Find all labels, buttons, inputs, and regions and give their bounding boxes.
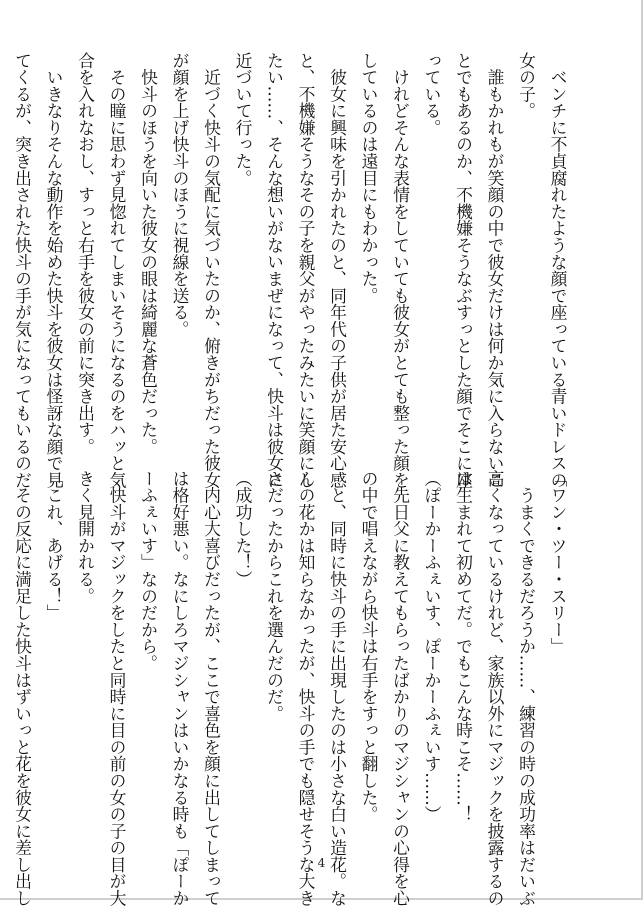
text-line: 高くなっているけれど、家族以外にマジックを披露するの (485, 470, 505, 907)
text-line: は生まれて初めてだ。でもこんな時こそ……！ (453, 470, 474, 823)
text-line: の中で唱えながら快斗は右手をすっと翻した。 (359, 470, 379, 823)
text-line: ーふぇいす」なのだから。 (138, 470, 159, 672)
text-line: てくるが、突き出された快斗の手が気になってもいるのだ (12, 52, 33, 489)
text-line: しているのは遠目にもわかった。 (359, 52, 379, 304)
upper-text-block (0, 52, 573, 489)
text-line: 快斗のほうを向いた彼女の眼は綺麗な蒼色だった。 (138, 52, 159, 455)
text-line: （成功した！） (233, 470, 253, 588)
text-line: んの花かは知らなかったが、快斗の手でも隠せそうな大き (296, 470, 316, 907)
text-line: 誰もかれもが笑顔の中で彼女だけは何か気に入らないこ (485, 52, 505, 489)
text-line: （ぽーかーふぇいす、ぽーかーふぇいす……） (422, 470, 442, 823)
text-line: 「これ、あげる！」 (44, 470, 64, 622)
text-line: っている。 (422, 52, 442, 136)
text-line: 先日父に教えてもらったばかりのマジシャンの心得を心 (390, 470, 411, 907)
page-number: 4 (317, 856, 326, 870)
text-line: と、不機嫌そうなその子を親父がやったみたいに笑顔にし (296, 52, 316, 489)
text-line: 近づく快斗の気配に気づいたのか、俯きがちだった彼女 (201, 52, 222, 489)
text-line: 彼女に興味を引かれたのと、同年代の子供が居た安心感 (327, 52, 348, 489)
text-line: と、同時に快斗の手に出現したのは小さな白い造花。な (327, 470, 348, 907)
text-line: ベンチに不貞腐れたような顔で座っている青いドレスの (548, 52, 568, 489)
text-line: 近づいて行った。 (233, 52, 253, 187)
text-line: が顔を上げ快斗のほうに視線を送る。 (170, 52, 190, 338)
text-line: うまくできるだろうか……、練習の時の成功率はだいぶ (516, 470, 537, 907)
text-line: きく見開かれる。 (75, 470, 96, 605)
text-line: は格好悪い。なにしろマジシャンはいかなる時も「ぽーか (170, 470, 190, 907)
text-line (0, 52, 6, 412)
text-line: 快斗がマジックをしたと同時に目の前の女の子の目が大 (107, 470, 127, 907)
text-line: たい……、そんな想いがないまぜになって、快斗は彼女に (264, 52, 285, 489)
text-line: その瞳に思わず見惚れてしまいそうになるのをハッと気 (107, 52, 127, 489)
text-line: とでもあるのか、不機嫌そうなぶすっとした顔でそこに座 (453, 52, 474, 489)
text-line: けれどそんな表情をしていても彼女がとても整った顔を (390, 52, 411, 489)
text-line: さだったからこれを選んだのだ。 (264, 470, 285, 722)
text-line: 内心大喜びだったが、ここで喜色を顔に出してしまって (201, 470, 222, 907)
lower-text-block (0, 470, 573, 907)
text-line: 女の子。 (516, 52, 537, 120)
text-line: その反応に満足した快斗はずいっと花を彼女に差し出し (12, 470, 33, 907)
text-line: 「ワン・ツー・スリー」 (548, 470, 568, 655)
text-line: 合を入れなおし、すっと右手を彼女の前に突き出す。 (75, 52, 96, 455)
text-line: いきなりそんな動作を始めた快斗を彼女は怪訝な顔で見 (44, 52, 64, 489)
